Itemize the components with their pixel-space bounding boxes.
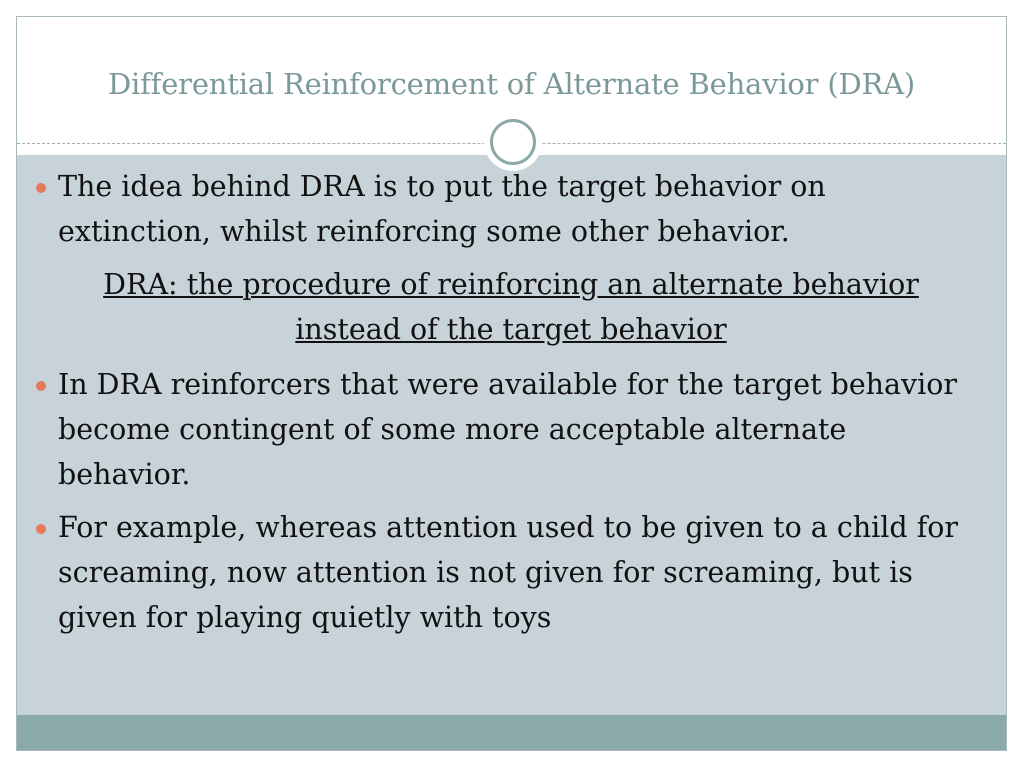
slide-title: Differential Reinforcement of Alternate Behavior (DRA) [108,67,915,101]
footer-bar [17,715,1006,750]
ring-icon [490,119,536,165]
bullet-item-1 [34,164,964,254]
slide-body [34,164,964,648]
bullet-item-3 [34,505,964,640]
bullet-item-2 [34,362,964,497]
definition-text: DRA: the procedure of reinforcing an alternate behavior instead of the target behavior [103,268,919,346]
bullet-dot-icon [36,183,46,193]
bullet-text: The idea behind DRA is to put the target behavior on extinction, whilst reinforcing some other behavior. [58,170,826,248]
bullet-text: For example, whereas attention used to be given to a child for screaming, now attention is not given for screaming, but is given for playing quietly with toys [58,511,959,634]
bullet-dot-icon [36,381,46,391]
circle-ornament-icon [484,113,542,171]
bullet-dot-icon [36,524,46,534]
bullet-text: In DRA reinforcers that were available for the target behavior become contingent of some more acceptable alternate behavior. [58,368,958,491]
